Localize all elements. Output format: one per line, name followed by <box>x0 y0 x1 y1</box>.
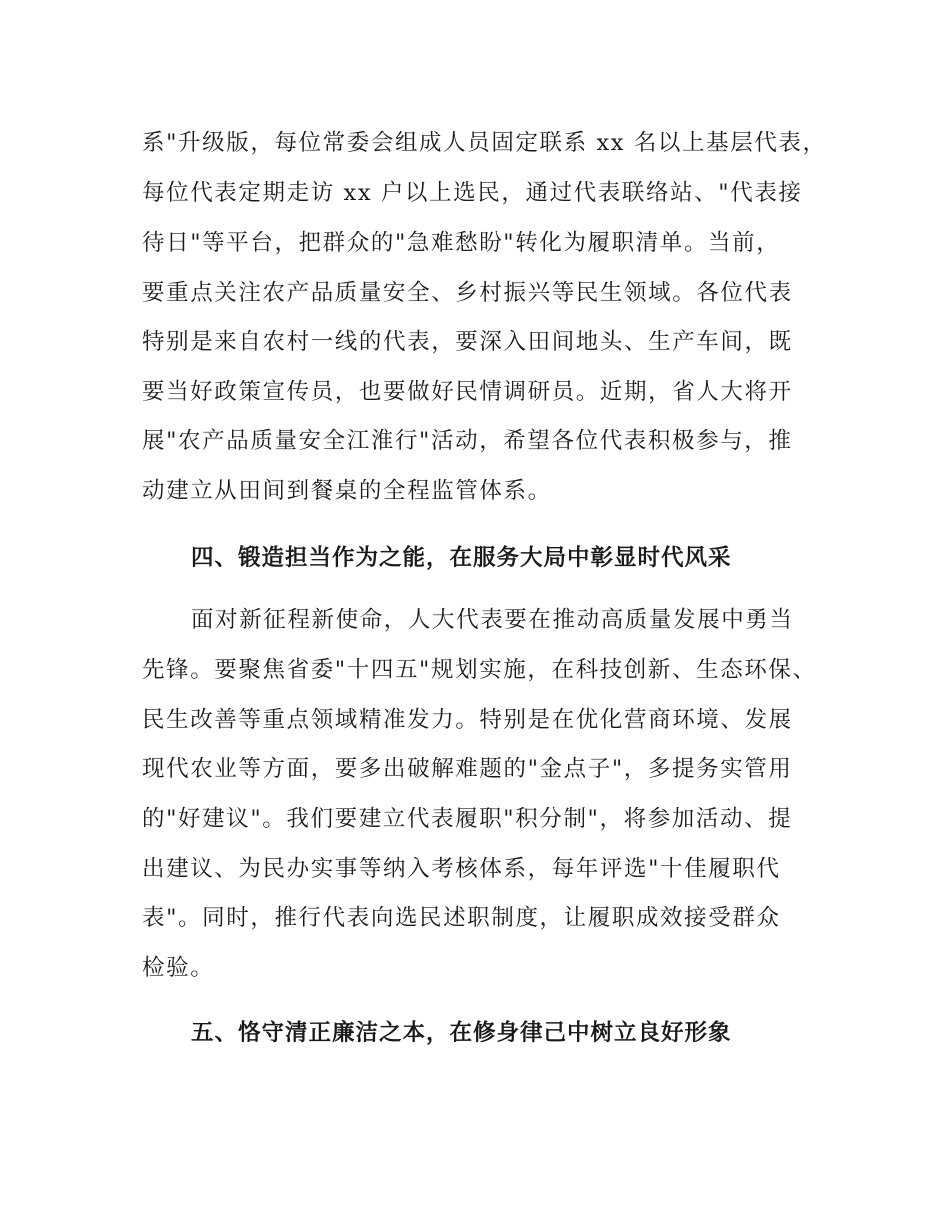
paragraph-line: 要重点关注农产品质量安全、乡村振兴等民生领域。各位代表 <box>142 280 793 306</box>
section-heading-5: 五、恪守清正廉洁之本，在修身律己中树立良好形象 <box>191 1020 732 1046</box>
paragraph-line: 现代农业等方面，要多出破解难题的"金点子"，多提务实管用 <box>142 756 793 782</box>
paragraph-line: 表"。同时，推行代表向选民述职制度，让履职成效接受群众 <box>142 905 781 931</box>
paragraph-line: 展"农产品质量安全江淮行"活动，希望各位代表积极参与，推 <box>142 428 793 454</box>
paragraph-line: 先锋。要聚焦省委"十四五"规划实施，在科技创新、生态环保、 <box>142 657 817 683</box>
paragraph-line: 待日"等平台，把群众的"急难愁盼"转化为履职清单。当前， <box>142 230 781 256</box>
paragraph-line: 每位代表定期走访 xx 户以上选民，通过代表联络站、"代表接 <box>142 180 803 206</box>
paragraph-line: 面对新征程新使命，人大代表要在推动高质量发展中勇当 <box>191 607 794 633</box>
paragraph-line: 特别是来自农村一线的代表，要深入田间地头、生产车间，既 <box>142 329 793 355</box>
paragraph-line: 的"好建议"。我们要建立代表履职"积分制"，将参加活动、提 <box>142 806 793 832</box>
paragraph-line: 民生改善等重点领域精准发力。特别是在优化营商环境、发展 <box>142 707 793 733</box>
paragraph-line: 检验。 <box>142 955 215 981</box>
paragraph-line: 动建立从田间到餐桌的全程监管体系。 <box>142 478 552 504</box>
section-heading-4: 四、锻造担当作为之能，在服务大局中彰显时代风采 <box>191 545 732 571</box>
paragraph-line: 系"升级版，每位常委会组成人员固定联系 xx 名以上基层代表， <box>142 130 827 156</box>
paragraph-line: 出建议、为民办实事等纳入考核体系，每年评选"十佳履职代 <box>142 856 781 882</box>
paragraph-line: 要当好政策宣传员，也要做好民情调研员。近期，省人大将开 <box>142 379 793 405</box>
